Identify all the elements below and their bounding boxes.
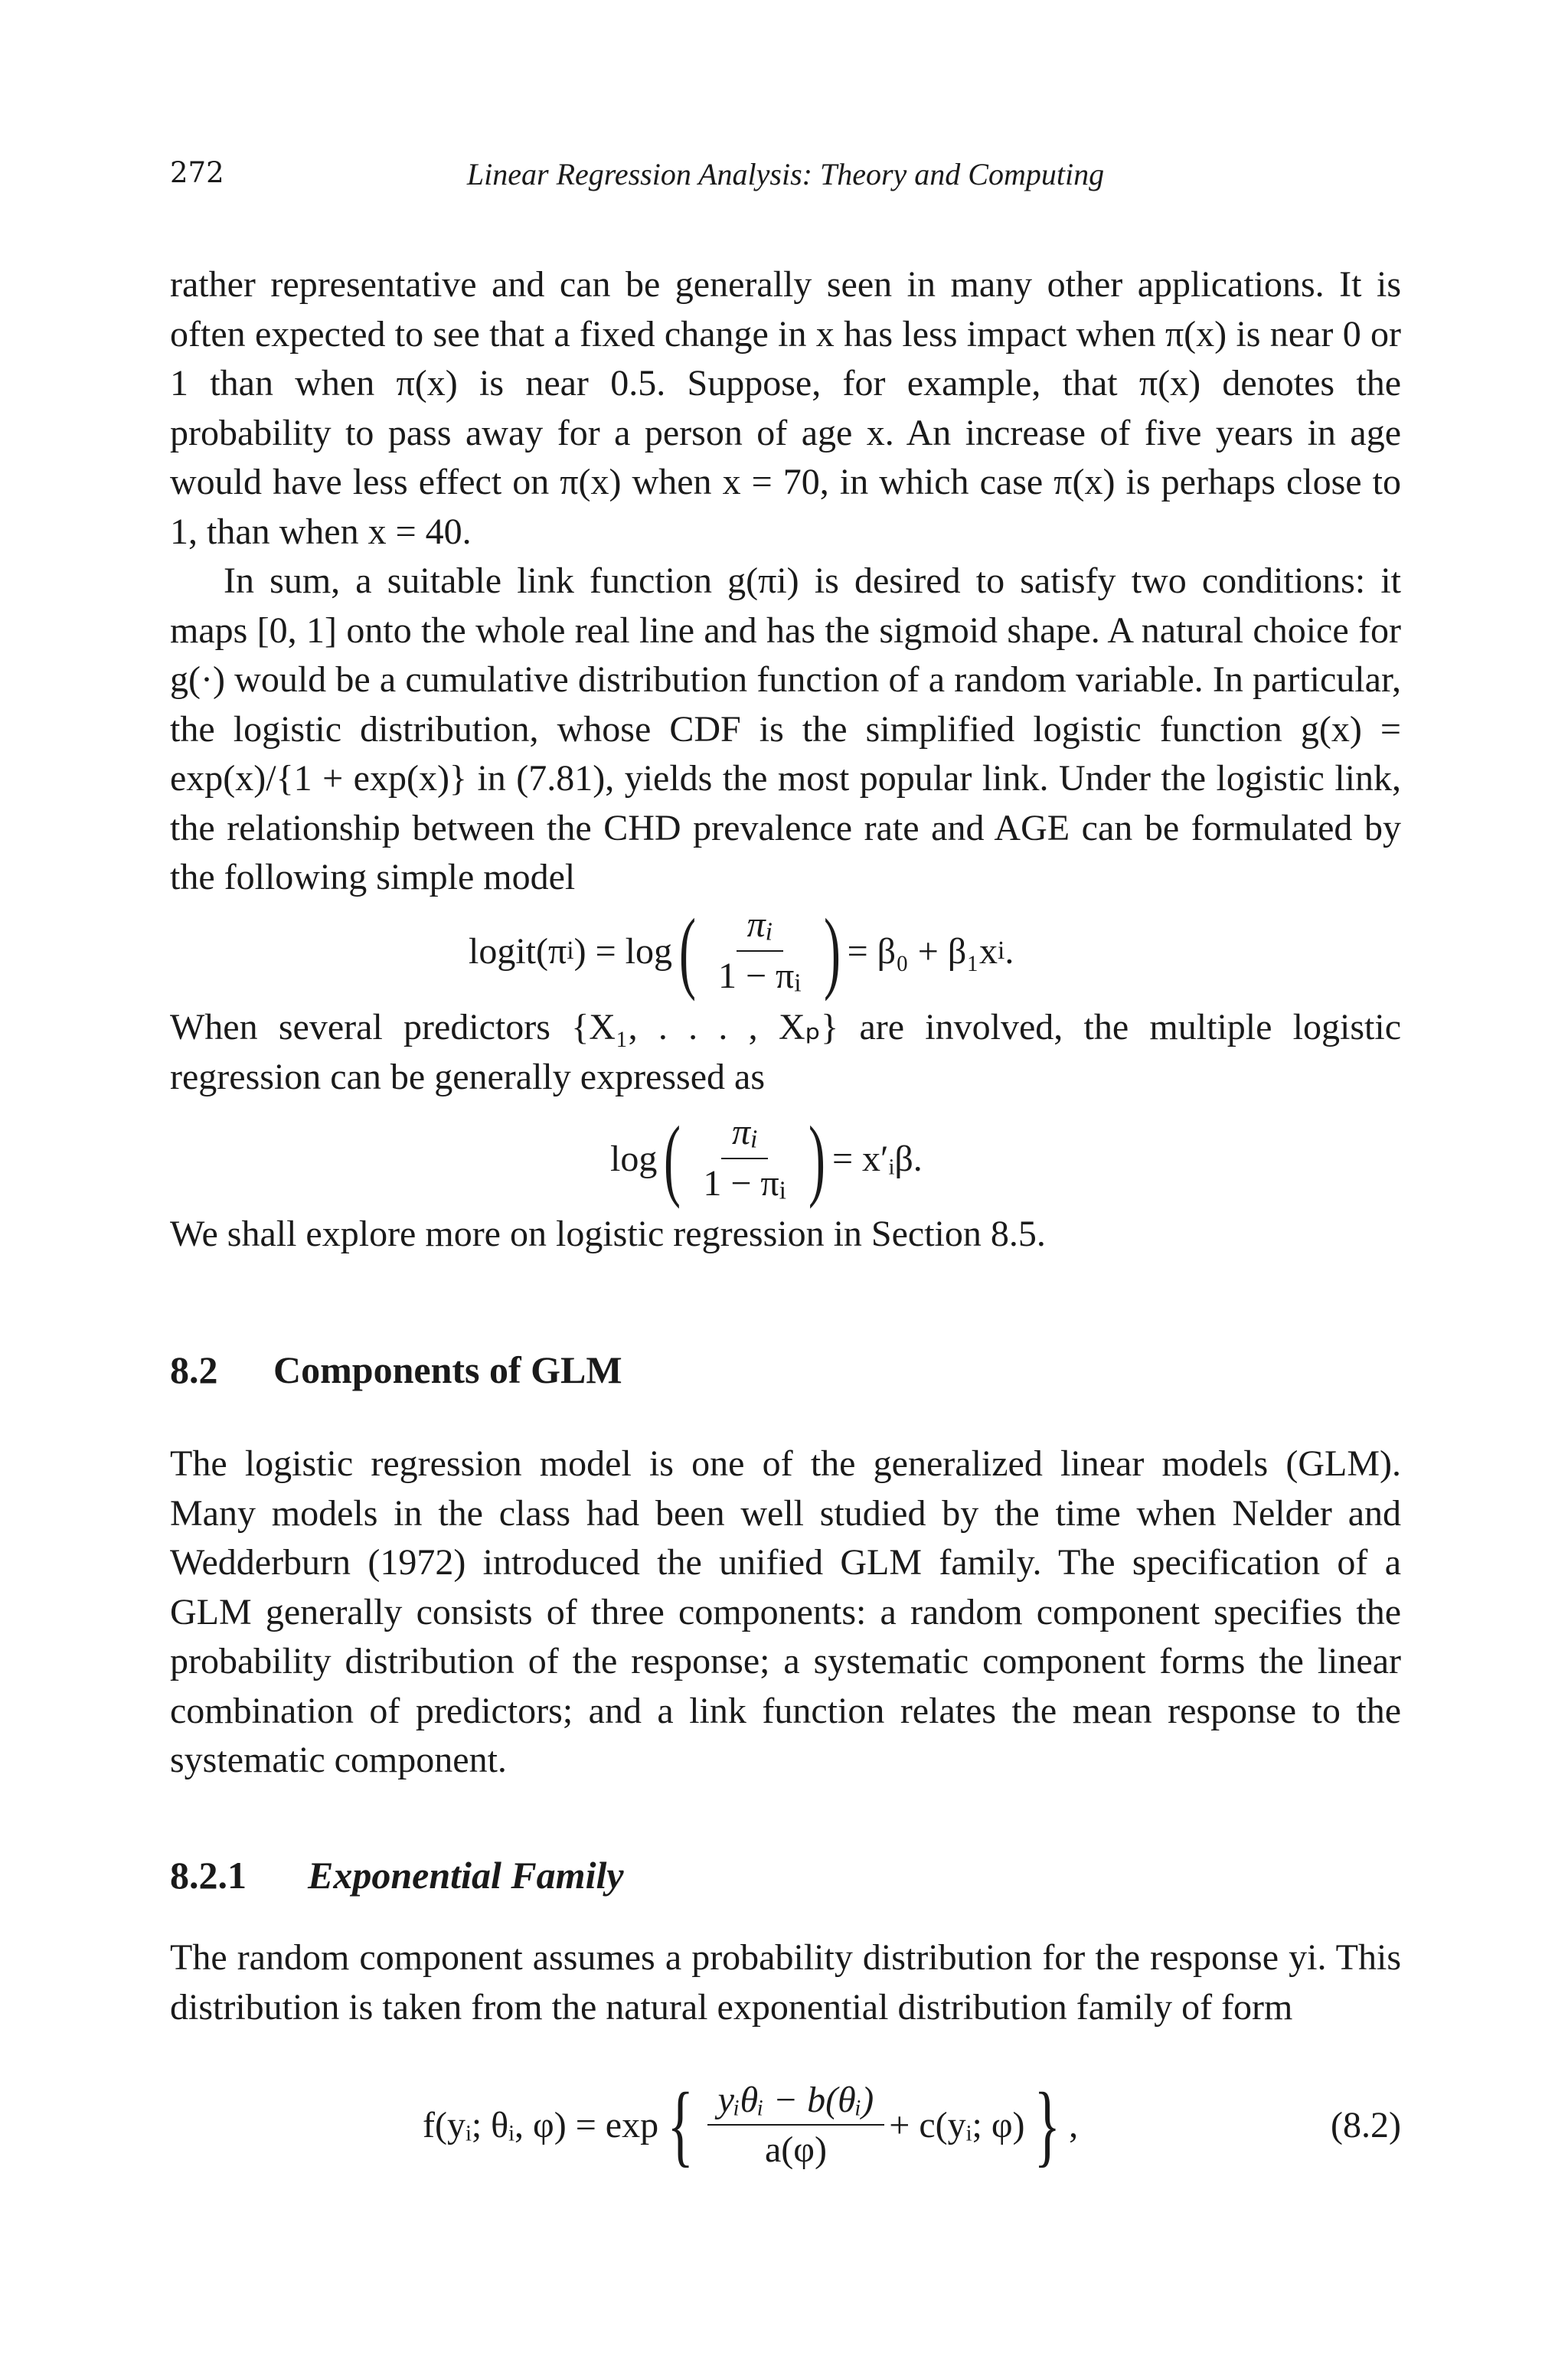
eq2-denominator-sub: i	[779, 1176, 786, 1205]
section-number: 8.2	[170, 1348, 218, 1391]
eq3-fraction	[707, 2079, 885, 2171]
paragraph-2-text: In sum, a suitable link function g(πi) is desired to satisfy two conditions: it maps [0, 1] onto the whole real line and has the sigmoid shape. A natural choice for g(·) would be a cumulative distribution function of a random variable. In particular, the logistic distribution, whose CDF is the simplified logistic function g(x) = exp(x)/{1 + exp(x)} in (7.81), yields the most popular link. Under the logistic link, the relationship between the CHD prevalence rate and AGE can be formulated by the following simple model	[170, 560, 1401, 897]
eq1-lhs-close: ) = log	[573, 930, 672, 972]
eq2-lhs: log	[610, 1138, 658, 1179]
eq1-rhs: = β₀ + β₁x	[847, 930, 998, 972]
eq3-denominator: a(φ)	[764, 2129, 827, 2170]
right-paren: )	[808, 1107, 825, 1209]
eq1-numerator: π	[746, 904, 766, 946]
subsection-heading	[170, 1853, 624, 1897]
paragraph-5-text: The logistic regression model is one of the generalized linear models (GLM). Many models in the class had been well studied by the time when Nelder and Wedderburn (1972) introduced the unified GLM family. The specification of a GLM generally consists of three components: a random component specifies the probability distribution of the response; a systematic component forms the linear combination of predictors; and a link function relates the mean response to the systematic component.	[170, 1443, 1401, 1780]
equation-exponential-family	[170, 2071, 1401, 2178]
eq3-rhs: + c(yᵢ; φ)	[889, 2104, 1025, 2145]
section-title: Components of GLM	[273, 1348, 622, 1391]
paragraph-6-text: The random component assumes a probability distribution for the response yi. This distribution is taken from the natural exponential distribution family of form	[170, 1937, 1401, 2028]
left-brace: {	[667, 2074, 694, 2175]
paragraph-4	[170, 1210, 1401, 1260]
eq2-numerator-sub: i	[750, 1126, 758, 1154]
eq1-fraction	[707, 904, 812, 998]
page-number: 272	[170, 156, 224, 189]
eq1-numerator-sub: i	[765, 918, 773, 946]
eq1-denominator: 1 − π	[717, 956, 795, 996]
paragraph-1-text: rather representative and can be generally seen in many other applications. It is often expected to see that a fixed change in x has less impact when π(x) is near 0 or 1 than when π(x) is near 0.5. Suppose, for example, that π(x) denotes the probability to pass away for a person of age x. An increase of five years in age would have less effect on π(x) when x = 70, in which case π(x) is perhaps close to 1, than when x = 40.	[170, 264, 1401, 552]
equation-multiple-logistic	[170, 1105, 1401, 1212]
paragraph-6	[170, 1933, 1401, 2032]
paragraph-5	[170, 1440, 1401, 1786]
subsection-number: 8.2.1	[170, 1854, 247, 1897]
page-header	[170, 156, 1401, 202]
eq3-numerator: yᵢθᵢ − b(θᵢ)	[707, 2079, 885, 2126]
running-title: Linear Regression Analysis: Theory and Computing	[466, 157, 1105, 191]
subsection-title: Exponential Family	[308, 1854, 624, 1897]
eq2-numerator: π	[731, 1112, 750, 1153]
eq1-rhs-end: .	[1004, 930, 1014, 972]
paragraph-3	[170, 1003, 1401, 1102]
paragraph-4-text: We shall explore more on logistic regression in Section 8.5.	[170, 1214, 1046, 1254]
paragraph-3-text: When several predictors {X₁, . . . , Xₚ} are involved, the multiple logistic regression can be generally expressed as	[170, 1007, 1401, 1097]
right-paren: )	[823, 900, 841, 1002]
right-brace: }	[1034, 2074, 1060, 2175]
eq1-lhs-sub: i	[567, 936, 574, 965]
section-heading	[170, 1348, 622, 1392]
left-paren: (	[664, 1107, 681, 1209]
equation-logit	[170, 897, 1401, 1005]
eq2-denominator: 1 − π	[703, 1163, 779, 1204]
equation-number: (8.2)	[1331, 2104, 1401, 2145]
eq2-rhs: = x′ᵢβ.	[831, 1138, 923, 1179]
eq2-fraction	[692, 1111, 797, 1205]
eq1-denominator-sub: i	[794, 969, 802, 998]
eq3-end: ,	[1069, 2104, 1079, 2145]
left-paren: (	[678, 900, 696, 1002]
paragraph-2	[170, 557, 1401, 903]
paragraph-1	[170, 260, 1401, 557]
eq1-rhs-sub: i	[998, 936, 1005, 965]
eq3-lhs: f(yᵢ; θᵢ, φ) = exp	[423, 2104, 659, 2145]
eq1-lhs: logit(π	[469, 930, 567, 972]
